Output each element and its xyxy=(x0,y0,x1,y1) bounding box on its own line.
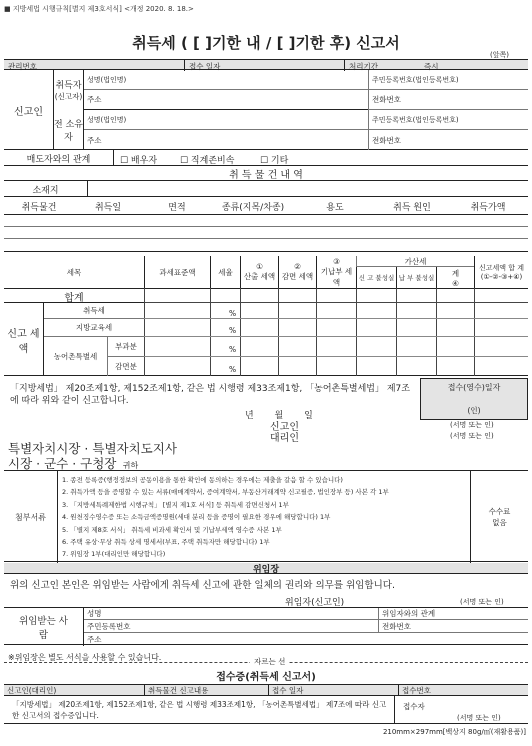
receipt-date-box-seal: (인) xyxy=(467,406,481,415)
tax-row-edu: 지방교육세 xyxy=(44,318,144,336)
tax-col-reduction xyxy=(278,256,316,288)
attachments-section xyxy=(4,470,528,562)
attachment-item: 2. 취득가액 등을 증명할 수 있는 서류(매매계약서, 증여계약서, 부동산거래계약 신고필증, 법인장부 등) 사본 각 1부 xyxy=(62,488,389,497)
mgmt-no-label: 관리번호 xyxy=(8,62,37,71)
tax-row-rural-sub2: 감면분 xyxy=(108,356,144,376)
reporter-sign-field[interactable]: (서명 또는 인) xyxy=(450,421,494,429)
acquirer-address-field[interactable]: 주소 xyxy=(84,90,368,110)
tax-col1-name: 산출 세액 xyxy=(243,272,276,281)
attachment-item: 1. 종전 등록증(행정정보의 공동이용을 통한 확인에 동의하는 경우에는 제출을 갈음 할 수 있습니다) xyxy=(62,476,343,484)
cut-line-label: 자르는 선 xyxy=(250,656,289,667)
attachment-item: 6. 주택 유상·무상 취득 상세 명세서(부표, 주택 취득자만 해당합니다) 1부 xyxy=(62,538,270,547)
property-col-header: 취득일 xyxy=(94,202,122,213)
recipient-office: 시장 · 군수 · 구청장 xyxy=(8,456,117,471)
property-table xyxy=(4,197,528,252)
reporter-section-label: 신고인 xyxy=(4,70,54,150)
declaration-date: 년 월 일 xyxy=(245,411,313,421)
delegatee-name-field[interactable]: 성명 xyxy=(84,608,378,620)
tax-col-total-label: 신고세액 합 계 xyxy=(478,264,525,272)
co-owner-label: 전 소유자 xyxy=(54,110,84,150)
attachment-item: 5. 「별지 제8호 서식」 취득세 비과세 확인서 및 기납부세액 영수증 사본 1부 xyxy=(62,525,282,534)
receipt-text: 「지방세법」 제20조제1항, 제152조제1항, 같은 법 시행령 제33조제1항, 「농어촌특별세법」 제7조에 따라 신고한 신고서의 접수증입니다. xyxy=(12,700,387,720)
delegator-label: 위임자(신고인) xyxy=(285,598,345,608)
regulation-line: ■ 지방세법 시행규칙[별지 제3호서식] <개정 2020. 8. 18.> xyxy=(4,5,194,13)
tax-col-total xyxy=(474,256,528,288)
delegatee-rrn-field[interactable]: 주민등록번호 xyxy=(84,620,378,633)
receipt-col-date: 접수 일자 xyxy=(268,685,398,696)
acquirer-phone-field[interactable]: 전화번호 xyxy=(368,90,528,110)
property-row[interactable] xyxy=(4,239,528,252)
property-section-title: 취 득 물 건 내 역 xyxy=(4,166,528,181)
receipt-col-reporter: 신고인(대리인) xyxy=(7,686,57,695)
recipient-line-1: 특별자치시장 · 특별자치도지사 xyxy=(8,441,177,456)
tax-total-row xyxy=(4,288,528,302)
acquirer-label xyxy=(54,70,84,110)
tax-rate-pct-2: % xyxy=(229,326,237,335)
tax-col-add3-label: 계 xyxy=(451,268,460,278)
location-row xyxy=(4,181,528,197)
reporter-section xyxy=(4,70,528,150)
location-input[interactable] xyxy=(88,181,528,197)
tax-col-computed xyxy=(240,256,278,288)
delegatee-phone-field[interactable]: 전화번호 xyxy=(378,620,528,633)
tax-col-base: 과세표준액 xyxy=(144,256,210,288)
relation-row xyxy=(4,150,528,166)
acquirer-title: 취득자 xyxy=(55,81,82,91)
declaration-text: 「지방세법」 제20조제1항, 제152조제1항, 같은 법 시행령 제33조제1항, 「농어촌특별세법」 제7조에 따라 위와 같이 신고합니다. xyxy=(10,384,410,406)
delegatee-label: 위임받는 사람 xyxy=(4,608,84,646)
tax-col3-no: ③ xyxy=(333,256,340,266)
reporter-sign-label: 신고인 xyxy=(270,422,299,433)
delegation-text: 위의 신고인 본인은 위임받는 사람에게 취득세 신고에 관한 일체의 권리와 의무를 위임합니다. xyxy=(10,580,395,591)
tax-col-add2: 납 부 불성실 xyxy=(396,267,436,288)
fee-value: 없음 xyxy=(492,518,507,527)
receipt-col-number: 접수번호 xyxy=(398,685,528,696)
receipt-title: 접수증(취득세 신고서) xyxy=(216,671,316,683)
grid-line xyxy=(144,318,528,319)
relation-label: 매도자와의 관계 xyxy=(4,150,114,166)
receiver-box xyxy=(394,696,528,724)
property-header-row xyxy=(4,197,528,215)
delegatee-relation-field[interactable]: 위임자와의 관계 xyxy=(378,608,528,620)
attachments-label: 첨부서류 xyxy=(4,471,58,563)
top-info-row xyxy=(4,59,528,70)
tax-total-label: 합계 xyxy=(64,292,84,304)
tax-row-rural-sub1: 부과분 xyxy=(108,336,144,356)
property-col-header: 취득가액 xyxy=(470,202,506,213)
tax-col-item: 세목 xyxy=(66,267,82,277)
recipient-suffix: 귀하 xyxy=(122,461,139,470)
tax-table xyxy=(4,256,528,376)
acquirer-subtitle: (신고자) xyxy=(54,92,83,101)
property-col-header: 면적 xyxy=(168,202,186,213)
property-col-header: 종류(지목/차종) xyxy=(221,202,285,213)
tax-col-rate: 세율 xyxy=(210,256,240,288)
tax-row-rural: 농어촌특별세 xyxy=(44,336,108,376)
tax-col-prepaid xyxy=(316,256,356,288)
delegation-note: ※위임장은 별도 서식을 사용할 수 있습니다. xyxy=(8,653,162,662)
receiver-sign-field[interactable]: (서명 또는 인) xyxy=(457,714,501,722)
receiver-label: 접수자 xyxy=(403,702,425,711)
page-note: (앞쪽) xyxy=(490,51,509,59)
delegatee-address-field[interactable]: 주소 xyxy=(87,635,102,644)
paper-spec: 210mm×297mm[백상지 80g/㎡(재활용품)] xyxy=(382,728,526,736)
tax-rate-pct-3: % xyxy=(229,345,237,354)
property-col-header: 취득 원인 xyxy=(393,202,431,213)
location-label: 소재지 xyxy=(4,181,88,197)
tax-col1-no: ① xyxy=(256,262,263,271)
attachment-item: 4. 원천징수영수증 또는 소득금액증명원(세대 분리 등을 증명이 필요한 경우에 해당합니다) 1부 xyxy=(62,513,331,522)
delegation-title: 위임장 xyxy=(4,563,528,574)
attachments-list xyxy=(62,474,462,561)
tax-section-label: 신고 세액 xyxy=(4,302,44,376)
tax-col-add1: 신 고 불성실 xyxy=(356,267,396,288)
property-col-header: 용도 xyxy=(326,202,344,213)
tax-col-add3 xyxy=(436,267,474,288)
co-owner-rrn-field[interactable]: 주민등록번호(법인등록번호) xyxy=(368,110,528,130)
tax-col-addtax: 가산세 xyxy=(356,256,474,267)
receipt-date-box xyxy=(420,378,528,420)
co-owner-address-field[interactable]: 주소 xyxy=(87,135,102,145)
receipt-col-content: 취득물건 신고내용 xyxy=(144,685,268,696)
attachment-item: 7. 위임장 1부(대리인만 해당합니다) xyxy=(62,550,166,559)
tax-col-total-formula: (①-②-③+④) xyxy=(480,273,523,281)
receipt-date-box-label: 접수(영수)일자 xyxy=(447,383,501,392)
grid-line xyxy=(144,302,528,303)
tax-row-acq: 취득세 xyxy=(44,302,144,318)
property-row[interactable] xyxy=(4,227,528,239)
tax-rate-pct-4: % xyxy=(229,365,237,374)
delegator-sign-field[interactable]: (서명 또는 인) xyxy=(460,598,504,606)
attachment-item: 3. 「지방세특례제한법 시행규칙」 [별지 제1호 서식] 등 취득세 감면신청서 1부 xyxy=(62,500,289,509)
tax-col-add3-no: ④ xyxy=(452,278,459,288)
property-row[interactable] xyxy=(4,215,528,227)
relation-spouse-checkbox[interactable]: ☐ 배우자 xyxy=(120,156,158,166)
receipt-body xyxy=(4,696,528,724)
tax-col2-no: ② xyxy=(294,262,301,271)
relation-other-checkbox[interactable]: ☐ 기타 xyxy=(260,156,289,166)
grid-line xyxy=(144,356,528,357)
relation-lineal-checkbox[interactable]: ☐ 직계존비속 xyxy=(180,156,235,166)
delegatee-table xyxy=(4,607,528,645)
tax-rate-pct-1: % xyxy=(229,309,237,318)
agent-sign-label: 대리인 xyxy=(270,433,299,444)
property-col-header: 취득물건 xyxy=(21,202,57,213)
co-owner-phone-field[interactable]: 전화번호 xyxy=(368,130,528,150)
fee-box xyxy=(470,471,528,563)
receipt-date-label: 접수 일자 xyxy=(184,60,220,71)
tax-col3-name: 기납부 세 액 xyxy=(320,266,353,287)
proc-period-value: 즉시 xyxy=(424,62,439,71)
proc-period-label: 처리기간 xyxy=(344,60,378,71)
acquirer-rrn-field[interactable]: 주민등록번호(법인등록번호) xyxy=(368,70,528,90)
receipt-header-row xyxy=(4,684,528,696)
grid-line xyxy=(144,336,528,337)
tax-col2-name: 감면 세액 xyxy=(281,272,314,281)
agent-sign-field[interactable]: (서명 또는 인) xyxy=(450,432,494,440)
form-title: 취득세 ( [ ]기한 내 / [ ]기한 후) 신고서 xyxy=(132,34,400,52)
co-owner-name-field[interactable]: 성명(법인명) xyxy=(84,110,368,130)
fee-label: 수수료 xyxy=(488,507,511,516)
acquirer-name-field[interactable]: 성명(법인명) xyxy=(84,70,368,90)
